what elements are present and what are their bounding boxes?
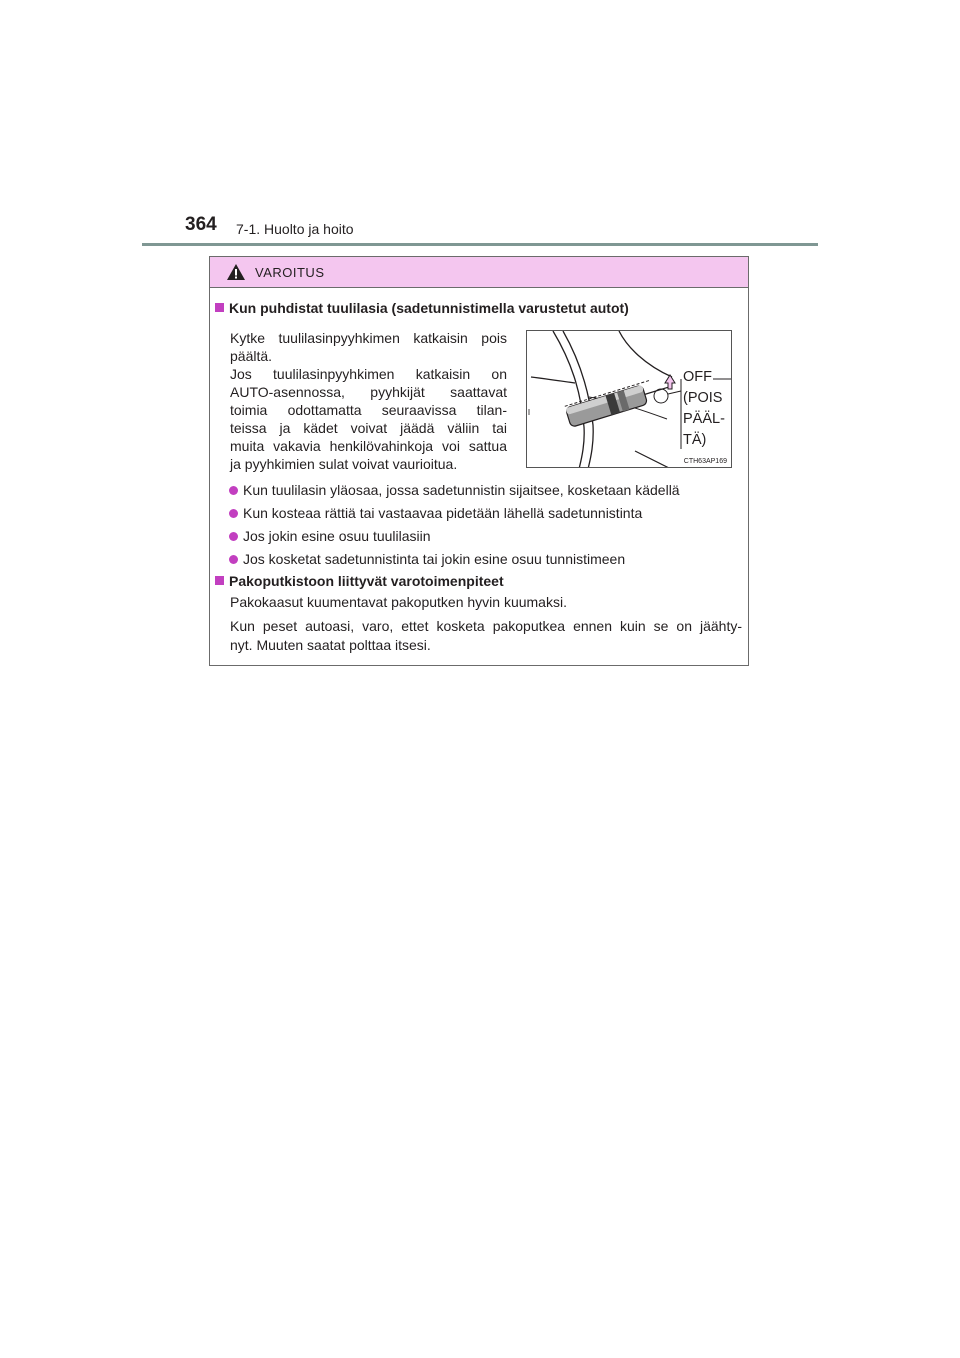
warning-triangle-icon	[226, 263, 246, 281]
intro-line: Kytke tuulilasinpyyhkimen katkaisin pois	[230, 330, 507, 346]
paragraph-line: Pakokaasut kuumentavat pakoputken hyvin kuumaksi.	[230, 594, 567, 610]
warning-header	[210, 257, 748, 288]
bullet-dot-icon	[229, 486, 238, 495]
paragraph-line: nyt. Muuten saatat polttaa itsesi.	[230, 637, 431, 653]
square-bullet-icon	[215, 576, 224, 585]
section2-paragraph	[230, 593, 742, 612]
section1-heading-text: Kun puhdistat tuulilasia (sadetunnistimella varustetut autot)	[229, 300, 629, 316]
header-rule	[142, 243, 818, 246]
bullet-item	[229, 482, 680, 498]
intro-line: Jos tuulilasinpyyhkimen katkaisin on	[230, 366, 507, 382]
bullet-dot-icon	[229, 509, 238, 518]
figure-label-line: TÄ)	[683, 432, 707, 448]
intro-line: toimia odottamatta seuraavissa tilan-	[230, 402, 507, 418]
figure-label-line: (POIS	[683, 390, 723, 406]
section2-heading	[215, 573, 504, 589]
intro-line: muita vakavia henkilövahinkoja voi sattua	[230, 438, 507, 454]
bullet-item	[229, 505, 642, 521]
paragraph-line: Kun peset autoasi, varo, ettet kosketa pakoputkea ennen kuin se on jäähty-	[230, 618, 742, 634]
bullet-dot-icon	[229, 532, 238, 541]
intro-line: AUTO-asennossa, pyyhkijät saattavat	[230, 384, 507, 400]
figure-label-line: OFF	[683, 369, 712, 385]
intro-line: päältä.	[230, 348, 273, 364]
intro-text	[230, 329, 507, 473]
bullet-text: Kun kosteaa rättiä tai vastaavaa pidetään lähellä sadetunnistinta	[243, 505, 643, 521]
intro-line: teissa ja kädet voivat jäädä väliin tai	[230, 420, 507, 436]
wiper-switch-figure	[526, 330, 732, 468]
bullet-dot-icon	[229, 555, 238, 564]
figure-label-line: PÄÄL-	[683, 411, 725, 427]
section2-paragraph	[230, 617, 742, 655]
bullet-text: Kun tuulilasin yläosaa, jossa sadetunnistin sijaitsee, kosketaan kädellä	[243, 482, 680, 498]
page-number: 364	[185, 214, 217, 235]
figure-label	[683, 367, 725, 451]
intro-line: ja pyyhkimien sulat voivat vaurioitua.	[230, 456, 458, 472]
bullet-item	[229, 551, 625, 567]
figure-code: CTH63AP169	[683, 458, 727, 465]
bullet-item	[229, 528, 431, 544]
section-title: 7-1. Huolto ja hoito	[236, 221, 354, 237]
warning-box	[209, 256, 749, 666]
warning-title: VAROITUS	[255, 265, 325, 280]
bullet-text: Jos kosketat sadetunnistinta tai jokin esine osuu tunnistimeen	[243, 551, 626, 567]
bullet-text: Jos jokin esine osuu tuulilasiin	[243, 528, 431, 544]
section2-heading-text: Pakoputkistoon liittyvät varotoimenpiteet	[229, 573, 504, 589]
section1-heading	[215, 300, 629, 316]
square-bullet-icon	[215, 303, 224, 312]
